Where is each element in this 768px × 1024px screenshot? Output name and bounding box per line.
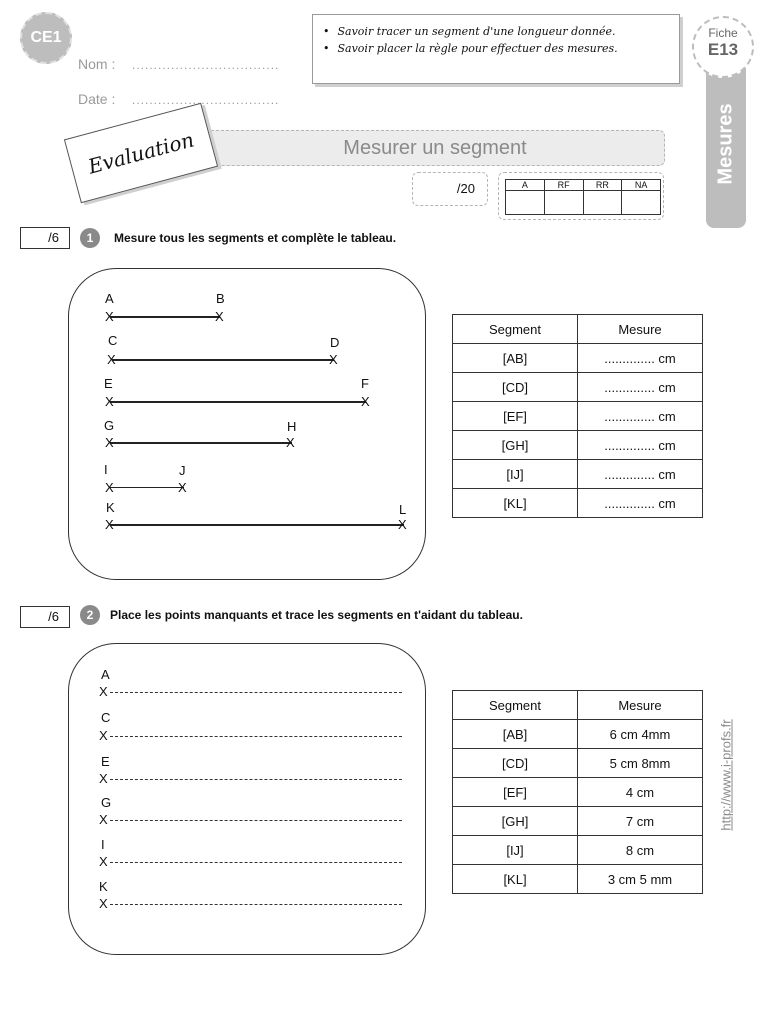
table-row — [453, 720, 703, 749]
point-label-b: B — [216, 291, 225, 306]
cross-mark: X — [99, 854, 108, 869]
segment-cell: [KL] — [453, 489, 578, 518]
point-label-j: J — [179, 463, 186, 478]
cross-mark: X — [107, 352, 116, 367]
cross-mark: X — [105, 394, 114, 409]
segment-cell: [IJ] — [453, 460, 578, 489]
cross-mark: X — [105, 480, 114, 495]
measure-cell[interactable]: .............. cm — [578, 489, 703, 518]
objective-item: • Savoir tracer un segment d'une longueur donnée. — [323, 25, 669, 38]
exercise1-table — [452, 314, 703, 518]
level-text: CE1 — [30, 29, 62, 46]
table-row — [453, 836, 703, 865]
table-row — [453, 778, 703, 807]
segment-cell: [CD] — [453, 373, 578, 402]
exercise2-instruction: Place les points manquants et trace les segments en t'aidant du tableau. — [110, 608, 523, 622]
table-row — [453, 344, 703, 373]
segment-cd — [112, 359, 334, 361]
segment-gh — [110, 442, 292, 444]
point-label-h: H — [287, 419, 297, 434]
cross-mark: X — [286, 435, 295, 450]
cross-mark: X — [178, 480, 187, 495]
cross-mark: X — [99, 684, 108, 699]
exercise2-number-text: 2 — [86, 608, 94, 622]
exercise2-panel — [68, 643, 426, 955]
cross-mark: X — [329, 352, 338, 367]
date-field[interactable]: .................................. — [132, 93, 280, 107]
measure-cell[interactable]: .............. cm — [578, 402, 703, 431]
table-row — [453, 460, 703, 489]
nom-field[interactable]: .................................. — [132, 58, 280, 72]
point-label-f: F — [361, 376, 369, 391]
point-label-k: K — [106, 500, 115, 515]
point-label-a: A — [105, 291, 114, 306]
measure-cell[interactable]: .............. cm — [578, 460, 703, 489]
table-row — [453, 807, 703, 836]
point-label-i: I — [104, 462, 108, 477]
exercise1-panel — [68, 268, 426, 580]
point-label-e: E — [101, 754, 110, 769]
total-score-box — [412, 172, 488, 206]
segment-ab — [110, 316, 220, 318]
point-label-e: E — [104, 376, 113, 391]
grade-label: RR — [583, 180, 622, 191]
point-label-c: C — [101, 710, 111, 725]
dashed-guide — [110, 904, 402, 905]
fiche-label: Fiche — [708, 26, 738, 40]
segment-cell: [KL] — [453, 865, 578, 894]
page-title: Mesurer un segment — [205, 130, 665, 166]
table-row — [453, 865, 703, 894]
dashed-guide — [110, 820, 402, 821]
subject-label: Mesures — [714, 103, 737, 185]
measure-cell: 4 cm — [578, 778, 703, 807]
column-header-mesure: Mesure — [578, 315, 703, 344]
grade-cell[interactable] — [583, 191, 622, 215]
segment-cell: [EF] — [453, 778, 578, 807]
column-header-segment: Segment — [453, 691, 578, 720]
table-row — [453, 431, 703, 460]
exercise1-number — [80, 228, 100, 248]
segment-kl — [110, 524, 404, 526]
segment-cell: [AB] — [453, 720, 578, 749]
measure-cell: 8 cm — [578, 836, 703, 865]
segment-cell: [AB] — [453, 344, 578, 373]
dashed-guide — [110, 862, 402, 863]
point-label-a: A — [101, 667, 110, 682]
website-link-text[interactable]: http://www.i-profs.fr — [718, 719, 734, 831]
grade-box — [498, 172, 664, 220]
grade-cell[interactable] — [622, 191, 661, 215]
cross-mark: X — [398, 517, 407, 532]
cross-mark: X — [215, 309, 224, 324]
cross-mark: X — [105, 517, 114, 532]
table-row — [453, 749, 703, 778]
total-score: /20 — [456, 181, 475, 196]
exercise2-number — [80, 605, 100, 625]
nom-label: Nom : — [78, 56, 116, 72]
point-label-g: G — [101, 795, 112, 810]
point-label-c: C — [108, 333, 118, 348]
table-row — [453, 373, 703, 402]
fiche-code: E13 — [707, 40, 739, 59]
column-header-segment: Segment — [453, 315, 578, 344]
cross-mark: X — [99, 728, 108, 743]
grade-label: NA — [622, 180, 661, 191]
measure-cell: 3 cm 5 mm — [578, 865, 703, 894]
dashed-guide — [110, 736, 402, 737]
segment-ij — [110, 487, 184, 488]
fiche-badge — [692, 16, 754, 78]
cross-mark: X — [99, 771, 108, 786]
grade-cell[interactable] — [544, 191, 583, 215]
measure-cell: 5 cm 8mm — [578, 749, 703, 778]
point-label-l: L — [399, 502, 407, 517]
column-header-mesure: Mesure — [578, 691, 703, 720]
table-row — [453, 402, 703, 431]
website-link[interactable] — [716, 700, 736, 850]
segment-cell: [CD] — [453, 749, 578, 778]
exercise1-number-text: 1 — [86, 231, 94, 245]
cross-mark: X — [99, 812, 108, 827]
subject-tab — [706, 60, 746, 228]
grade-label: RF — [544, 180, 583, 191]
segment-cell: [GH] — [453, 431, 578, 460]
dashed-guide — [110, 692, 402, 693]
grade-table — [505, 179, 661, 215]
objective-item: • Savoir placer la règle pour effectuer des mesures. — [323, 42, 669, 55]
point-label-k: K — [99, 879, 108, 894]
measure-cell[interactable]: .............. cm — [578, 344, 703, 373]
level-badge — [20, 12, 72, 64]
cross-mark: X — [99, 896, 108, 911]
measure-cell[interactable]: .............. cm — [578, 431, 703, 460]
point-label-d: D — [330, 335, 340, 350]
segment-ef — [110, 401, 366, 403]
exercise1-instruction: Mesure tous les segments et complète le tableau. — [114, 231, 397, 245]
exercise2-score[interactable]: /6 — [20, 606, 70, 628]
table-row — [453, 489, 703, 518]
grade-cell[interactable] — [506, 191, 545, 215]
evaluation-card — [64, 103, 218, 204]
cross-mark: X — [361, 394, 370, 409]
point-label-g: G — [104, 418, 115, 433]
exercise1-score[interactable]: /6 — [20, 227, 70, 249]
cross-mark: X — [105, 435, 114, 450]
segment-cell: [GH] — [453, 807, 578, 836]
segment-cell: [IJ] — [453, 836, 578, 865]
objectives-card — [312, 14, 680, 84]
exercise2-table — [452, 690, 703, 894]
cross-mark: X — [105, 309, 114, 324]
date-label: Date : — [78, 91, 116, 107]
segment-cell: [EF] — [453, 402, 578, 431]
measure-cell[interactable]: .............. cm — [578, 373, 703, 402]
grade-label: A — [506, 180, 545, 191]
measure-cell: 7 cm — [578, 807, 703, 836]
dashed-guide — [110, 779, 402, 780]
point-label-i: I — [101, 837, 105, 852]
evaluation-label: Evaluation — [85, 127, 197, 179]
measure-cell: 6 cm 4mm — [578, 720, 703, 749]
